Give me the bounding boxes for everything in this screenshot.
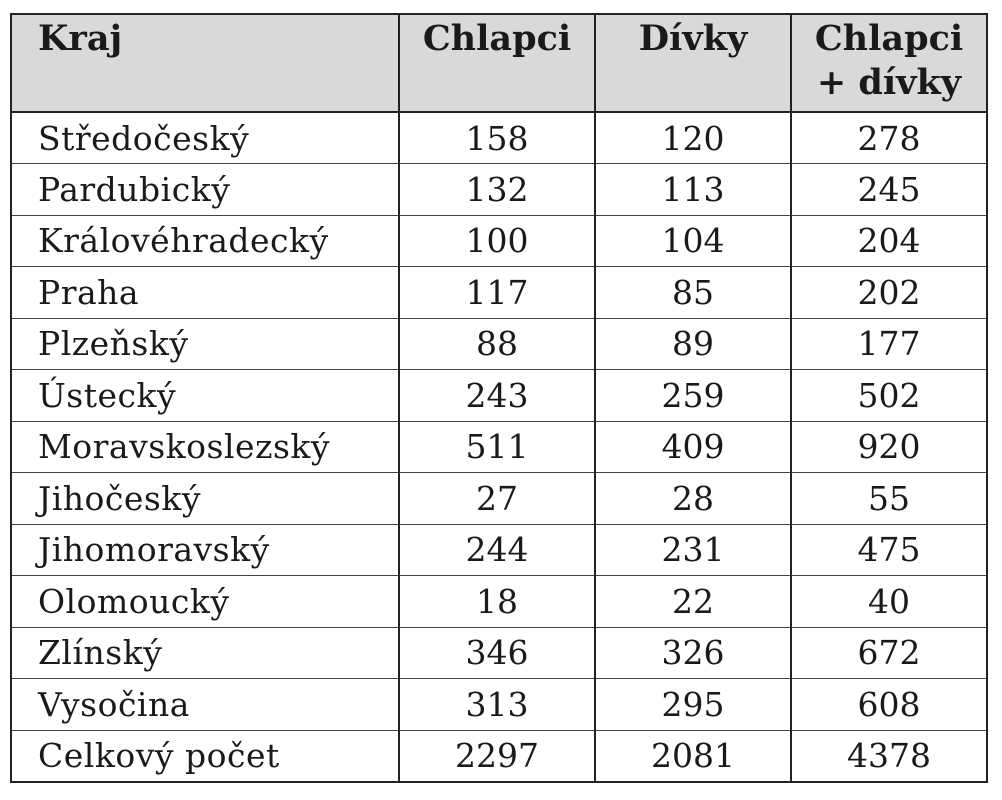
cell-kraj: Vysočina — [11, 679, 399, 731]
table-row — [11, 473, 987, 525]
header-total-line2: + dívky — [816, 62, 962, 103]
cell-divky: 89 — [595, 318, 791, 370]
cell-chlapci: 18 — [399, 576, 595, 628]
cell-total: 204 — [791, 215, 987, 267]
cell-total: 608 — [791, 679, 987, 731]
cell-kraj: Zlínský — [11, 627, 399, 679]
table-row — [11, 318, 987, 370]
cell-chlapci: 243 — [399, 370, 595, 422]
cell-kraj: Pardubický — [11, 164, 399, 216]
cell-kraj: Olomoucký — [11, 576, 399, 628]
cell-total: 672 — [791, 627, 987, 679]
cell-total: 278 — [791, 112, 987, 164]
cell-divky: 22 — [595, 576, 791, 628]
cell-kraj: Praha — [11, 267, 399, 319]
table-row — [11, 524, 987, 576]
cell-total: 475 — [791, 524, 987, 576]
data-table-container — [10, 13, 988, 783]
table-row — [11, 679, 987, 731]
header-total-line1: Chlapci — [814, 18, 964, 59]
cell-total: 4378 — [791, 730, 987, 782]
cell-divky: 104 — [595, 215, 791, 267]
header-kraj: Kraj — [11, 14, 399, 112]
cell-chlapci: 313 — [399, 679, 595, 731]
cell-chlapci: 511 — [399, 421, 595, 473]
cell-kraj: Středočeský — [11, 112, 399, 164]
cell-divky: 120 — [595, 112, 791, 164]
cell-chlapci: 88 — [399, 318, 595, 370]
cell-total: 177 — [791, 318, 987, 370]
table-row — [11, 215, 987, 267]
cell-divky: 231 — [595, 524, 791, 576]
cell-divky: 326 — [595, 627, 791, 679]
cell-chlapci: 117 — [399, 267, 595, 319]
cell-chlapci: 346 — [399, 627, 595, 679]
cell-divky: 28 — [595, 473, 791, 525]
table-row — [11, 112, 987, 164]
header-divky: Dívky — [595, 14, 791, 112]
cell-divky: 113 — [595, 164, 791, 216]
cell-kraj: Celkový počet — [11, 730, 399, 782]
table-row — [11, 267, 987, 319]
table-row — [11, 370, 987, 422]
header-chlapci: Chlapci — [399, 14, 595, 112]
cell-chlapci: 2297 — [399, 730, 595, 782]
cell-divky: 409 — [595, 421, 791, 473]
cell-chlapci: 132 — [399, 164, 595, 216]
cell-kraj: Ústecký — [11, 370, 399, 422]
cell-divky: 85 — [595, 267, 791, 319]
cell-chlapci: 100 — [399, 215, 595, 267]
table-total-row — [11, 730, 987, 782]
cell-total: 55 — [791, 473, 987, 525]
cell-divky: 2081 — [595, 730, 791, 782]
cell-chlapci: 244 — [399, 524, 595, 576]
cell-chlapci: 158 — [399, 112, 595, 164]
cell-total: 40 — [791, 576, 987, 628]
cell-kraj: Jihomoravský — [11, 524, 399, 576]
cell-total: 502 — [791, 370, 987, 422]
table-body — [11, 112, 987, 782]
table-row — [11, 576, 987, 628]
header-total — [791, 14, 987, 112]
cell-kraj: Plzeňský — [11, 318, 399, 370]
cell-kraj: Královéhradecký — [11, 215, 399, 267]
table-row — [11, 421, 987, 473]
cell-total: 245 — [791, 164, 987, 216]
cell-total: 920 — [791, 421, 987, 473]
cell-chlapci: 27 — [399, 473, 595, 525]
cell-total: 202 — [791, 267, 987, 319]
region-counts-table — [10, 13, 988, 783]
cell-divky: 259 — [595, 370, 791, 422]
table-row — [11, 627, 987, 679]
cell-kraj: Jihočeský — [11, 473, 399, 525]
cell-kraj: Moravskoslezský — [11, 421, 399, 473]
table-header-row — [11, 14, 987, 112]
cell-divky: 295 — [595, 679, 791, 731]
table-row — [11, 164, 987, 216]
